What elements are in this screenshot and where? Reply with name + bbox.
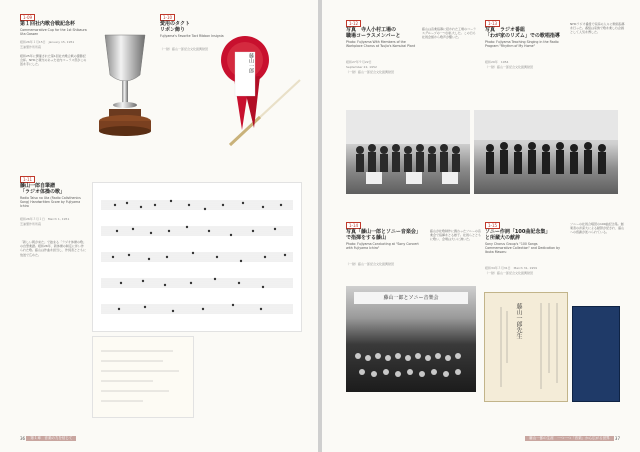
item-title: 愛用のタクト <box>160 21 191 27</box>
item-title-en: Sony Chorus Group's "100 Songs Commemorative Collection" and Dedication by Ibuka Masaru <box>485 242 560 254</box>
item-owner: （一財）藤山一郎記念文化振興財団 <box>346 70 395 74</box>
page-number: 36 <box>20 435 26 441</box>
item-title-en: Photo: Fujiyama With Members of the Workplace Chorus at Tsujio's Komukai Plant <box>346 40 416 48</box>
item-date: 昭和27年９月22日 <box>346 60 372 64</box>
score-image <box>92 182 302 332</box>
trophy-image <box>95 25 155 145</box>
item-title: 写真 ラジオ番組 <box>485 27 526 33</box>
songbook-image <box>484 292 568 402</box>
right-page <box>322 0 640 452</box>
item-title-2: で指揮をする藤山 <box>346 235 387 241</box>
item-title: 写真「藤山一郎とソニー音楽会」 <box>346 229 421 235</box>
item-title-en: Radio Taiso no Uta (Radio Calisthenics Song) Handwritten Score by Fujiyama Ichiro <box>20 196 81 208</box>
item-title-en: Fujiyama's Favorite Tact Ribbon Insignia <box>160 34 224 38</box>
item-body: 藤山は音楽指導に招かれた工場のコーラスグループの一つが拡大した。この日も社員会館から歌声が響いた。 <box>422 27 477 40</box>
item-body: 藤山が社歌制作に携わったソニーの音楽会で指揮をとる様子。社員らとともに歌い、会場は大いに沸いた。 <box>430 229 482 242</box>
item-title-2: と所蔵大の献辞 <box>485 235 521 241</box>
item-title-2: 「ラジオ体操の歌」 <box>20 189 66 195</box>
item-owner: 芝浦製作所所蔵 <box>20 222 42 226</box>
chapter-label: 第１章 音楽の力を信じて <box>26 436 76 441</box>
handwritten-note-image <box>92 336 194 418</box>
item-title: 第１回社内歌合戦記念杯 <box>20 21 76 27</box>
left-footer <box>20 436 76 442</box>
item-owner: （一財）藤山一郎記念文化振興財団 <box>346 262 395 266</box>
item-body: 「新しい朝が来た」で始まる「ラジオ体操の歌」の自筆楽譜。昭和26年、新体操の制定に伴い作られた歌。藤山は作曲を担当し、作詞者とともに放送で広めた。 <box>20 240 87 257</box>
item-owner: （一財）藤山一郎記念文化振興財団 <box>485 65 534 69</box>
item-tag: 1-10 <box>160 14 175 21</box>
item-owner: 芝浦製作所所蔵 <box>20 45 42 49</box>
item-date: 昭和26年３月１日 March 1, 1951 <box>20 217 70 221</box>
item-tag: 1-15 <box>485 222 500 229</box>
item-date: 昭和29年 1954 <box>485 60 509 64</box>
item-title-en: Photo: Fujiyama Teaching Singing in the Radio Program "Rhythm of My Home" <box>485 40 559 48</box>
item-date: 昭和26年１月15日 January 15, 1951 <box>20 40 75 44</box>
item-title: ソニー作詞「100曲記念集」 <box>485 229 551 235</box>
left-page <box>0 0 318 452</box>
item-body: 昭和25年に開催された第1回社内歌合戦の優勝記念杯。NHKと親交のあった社内コーラス部がこの賞を手にした。 <box>20 54 87 67</box>
item-title-2: 職場コーラスメンバーと <box>346 33 401 39</box>
ribbon-label: 藤山一郎 <box>248 53 254 73</box>
item-body: NHKラジオ番組で家庭の人々に歌唱指導を行った。番組は家族で歌を楽しむ企画として人気を博した。 <box>570 22 625 35</box>
concert-photo <box>346 286 476 392</box>
item-tag: 1-14 <box>346 222 361 229</box>
item-owner: （一財）藤山一郎記念文化振興財団 <box>160 47 209 51</box>
item-owner: （一財）藤山一郎記念文化振興財団 <box>485 271 534 275</box>
page-number: 37 <box>614 435 620 441</box>
item-title-en: Photo: Fujiyama Conducting at "Sony Concert with Fujiyama Ichiro" <box>346 242 419 250</box>
item-tag: 1-11 <box>20 176 35 183</box>
radio-program-photo <box>474 110 618 194</box>
item-title-en: Commemorative Cup for the 1st Shibaura Uta Gassen <box>20 28 87 36</box>
item-date: 昭和34年３月31日 March 31, 1959 <box>485 266 538 270</box>
concert-banner: 藤山一郎とソニー音楽会 <box>354 292 468 304</box>
right-footer <box>525 436 620 442</box>
chorus-photo <box>346 110 470 194</box>
item-tag: 1-13 <box>485 20 500 27</box>
chapter-label: 藤山一郎の生涯 一つ一つ「音楽」から広がる世界 <box>525 436 614 441</box>
item-date-en: September 22, 1952 <box>346 65 377 69</box>
blue-book-image <box>572 306 620 402</box>
item-body: ソニーの社員合唱団の100曲記念集。創業者の井深大による献辞が記され、藤山への感謝が述べられている。 <box>570 222 625 235</box>
item-title-2: リボン飾り <box>160 27 186 33</box>
item-title: 写真 寺人小村工場の <box>346 27 397 33</box>
item-tag: 1-09 <box>20 14 35 21</box>
item-title: 藤山一郎自筆譜 <box>20 183 56 189</box>
ribbon-image <box>210 20 305 160</box>
songbook-inscription: 藤山一郎先生 <box>515 303 522 339</box>
item-title-2: 「わが家のリズム」での歌唱指導 <box>485 33 560 39</box>
item-tag: 1-12 <box>346 20 361 27</box>
